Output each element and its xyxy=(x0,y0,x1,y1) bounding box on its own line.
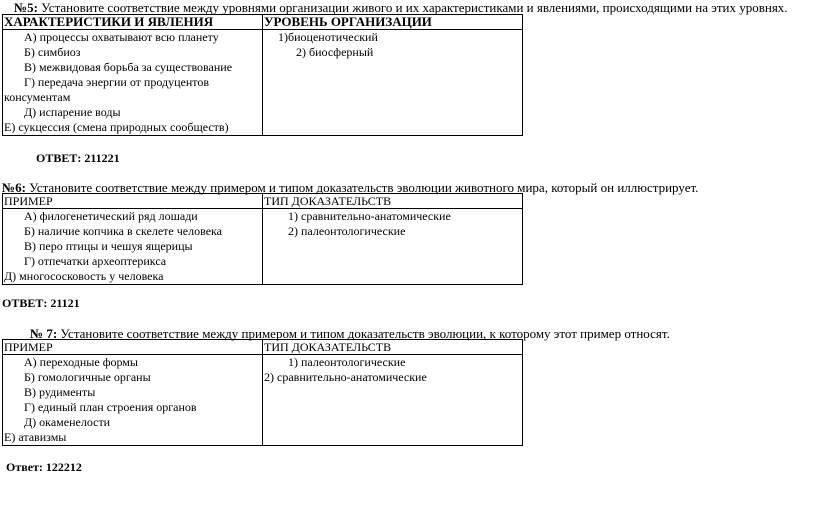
q5-item-c: В) межвидовая борьба за существование xyxy=(24,60,233,74)
question-6-answer: ОТВЕТ: 21121 xyxy=(2,296,80,310)
q6-option-1: 1) сравнительно-анатомические xyxy=(288,209,451,223)
q5-right-cell xyxy=(263,30,523,136)
q7-item-d: Г) единый план строения органов xyxy=(24,400,197,414)
question-5-table xyxy=(2,14,523,136)
question-7-answer: Ответ: 122212 xyxy=(6,460,82,474)
q5-item-d: Г) передача энергии от продуцентов xyxy=(24,75,210,89)
q6-item-d: Г) отпечатки археоптерикса xyxy=(24,254,167,268)
q7-right-cell xyxy=(263,355,523,446)
q7-item-a: А) переходные формы xyxy=(24,355,138,369)
q5-item-d-cont: консументам xyxy=(4,90,71,104)
question-6-prompt: Установите соответствие между примером и типом доказательств эволюции животного мира, который он иллюстрирует. xyxy=(25,180,699,195)
question-6-table xyxy=(2,193,523,285)
question-5-answer: ОТВЕТ: 211221 xyxy=(36,151,120,165)
q6-item-e: Д) многососковость у человека xyxy=(4,269,164,283)
q6-item-a: А) филогенетический ряд лошади xyxy=(24,209,198,223)
question-7-prompt: Установите соответствие между примером и типом доказательств эволюции, к которому этот пример относят. xyxy=(57,326,670,341)
q7-header-left: ПРИМЕР xyxy=(3,340,263,355)
q6-item-c: В) перо птицы и чешуя ящерицы xyxy=(24,239,193,253)
q5-item-b: Б) симбиоз xyxy=(24,45,81,59)
q6-option-2: 2) палеонтологические xyxy=(288,224,406,238)
question-5-number: №5: xyxy=(14,0,38,15)
q5-item-f: Е) сукцессия (смена природных сообществ) xyxy=(4,120,229,134)
q6-item-b: Б) наличие копчика в скелете человека xyxy=(24,224,222,238)
q5-item-e: Д) испарение воды xyxy=(24,105,121,119)
q7-option-2: 2) сравнительно-анатомические xyxy=(264,370,427,384)
q6-left-cell xyxy=(3,209,263,285)
q6-right-cell xyxy=(263,209,523,285)
q7-option-1: 1) палеонтологические xyxy=(288,355,406,369)
q5-header-right: УРОВЕНЬ ОРГАНИЗАЦИИ xyxy=(263,15,523,30)
question-7-number: № 7: xyxy=(30,326,58,341)
q5-header-left: ХАРАКТЕРИСТИКИ И ЯВЛЕНИЯ xyxy=(3,15,263,30)
question-5-text xyxy=(14,0,788,15)
q5-option-2: 2) биосферный xyxy=(296,45,374,59)
q7-item-f: Е) атавизмы xyxy=(4,430,67,444)
q5-left-cell xyxy=(3,30,263,136)
q7-item-c: В) рудименты xyxy=(24,385,96,399)
question-7-table xyxy=(2,339,523,446)
q7-left-cell xyxy=(3,355,263,446)
q6-header-left: ПРИМЕР xyxy=(3,194,263,209)
q6-header-right: ТИП ДОКАЗАТЕЛЬСТВ xyxy=(263,194,523,209)
question-5-prompt: Установите соответствие между уровнями организации живого и их характеристиками и явлениями, происходящими на этих уровнях. xyxy=(37,0,788,15)
q7-item-b: Б) гомологичные органы xyxy=(24,370,151,384)
q7-header-right: ТИП ДОКАЗАТЕЛЬСТВ xyxy=(263,340,523,355)
question-6-number: №6: xyxy=(2,180,26,195)
q5-item-a: А) процессы охватывают всю планету xyxy=(24,30,219,44)
q7-item-e: Д) окаменелости xyxy=(24,415,111,429)
q5-option-1: 1)биоценотический xyxy=(278,30,378,44)
